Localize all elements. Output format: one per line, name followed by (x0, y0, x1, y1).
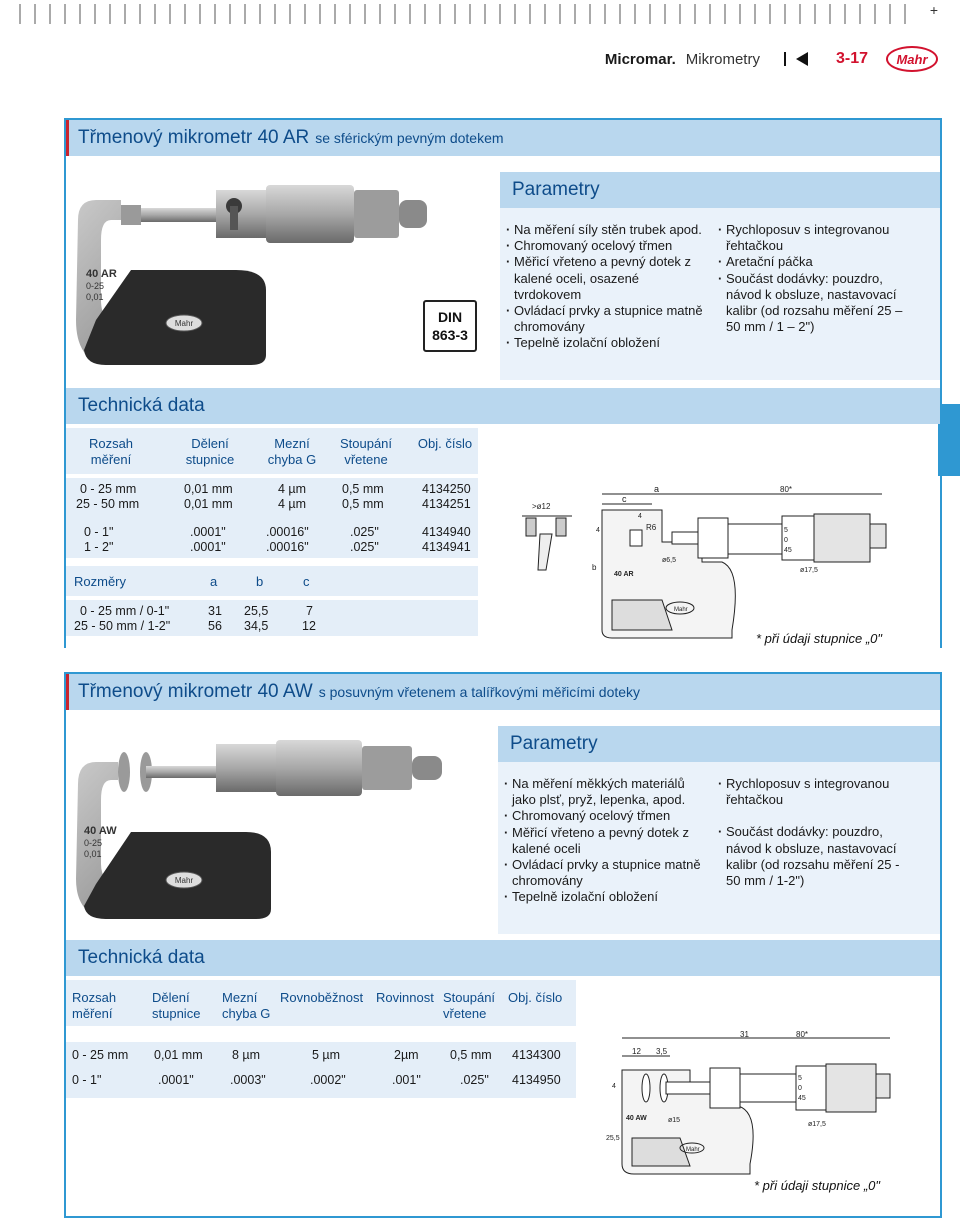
svg-text:Mahr: Mahr (174, 876, 194, 885)
din-badge: DIN 863-3 (423, 300, 477, 352)
svg-text:40 AW: 40 AW (626, 1115, 647, 1122)
dims-col-c: c (303, 574, 310, 589)
svg-text:4: 4 (596, 527, 600, 534)
col-header-range: Rozsah měření (88, 436, 134, 467)
section1-params-heading: Parametry (500, 172, 940, 208)
section1-note: * při údaji stupnice „0" (756, 631, 883, 646)
param-item: · Měřicí vřeteno a pevný dotek z kalené oceli, osazené tvrdokovem (506, 254, 706, 303)
svg-text:40 AR: 40 AR (614, 571, 634, 578)
param-item: · Ovládací prvky a stupnice matně chromovány (504, 857, 704, 889)
dims-col-a: a (210, 574, 218, 589)
category-name: Mikrometry (685, 50, 760, 68)
technical-drawing-40ar (512, 480, 892, 644)
col-header-parallelism: Rovnoběžnost (280, 990, 364, 1005)
section2-tech-heading: Technická data (66, 940, 940, 976)
svg-text:a: a (654, 484, 660, 494)
section1-title-sub: se sférickým pevným dotekem (315, 130, 504, 146)
nav-bar-icon (784, 52, 786, 66)
param-item: · Rychloposuv s integrovanou řehtačkou (718, 776, 914, 808)
svg-text:>ø12: >ø12 (532, 502, 551, 511)
svg-text:0: 0 (784, 537, 788, 544)
section2-note: * při údaji stupnice „0" (754, 1178, 881, 1193)
svg-text:25,5: 25,5 (606, 1135, 620, 1142)
dims-heading: Rozměry (74, 574, 127, 589)
col-header-order: Obj. číslo (508, 990, 563, 1005)
col-header-range: Rozsah měření (72, 990, 117, 1021)
brand-name: Micromar. (604, 50, 676, 68)
svg-text:ø17,5: ø17,5 (808, 1121, 826, 1128)
param-item: · Tepelně izolační obložení (504, 889, 704, 905)
svg-text:12: 12 (632, 1047, 641, 1056)
back-arrow-icon (796, 52, 808, 66)
param-item: · Chromovaný ocelový třmen (506, 238, 706, 254)
section1-params-col2 (718, 222, 914, 335)
page-number: 3-17 (835, 50, 868, 67)
svg-text:Mahr: Mahr (686, 1147, 700, 1153)
svg-text:ø6,5: ø6,5 (662, 557, 677, 564)
param-item: · Na měření měkkých materiálů jako plsť, pryž, lepenka, apod. (504, 776, 704, 808)
col-header-division: Dělení stupnice (152, 990, 201, 1021)
svg-text:5: 5 (798, 1075, 802, 1082)
section2-title-sub: s posuvným vřetenem a talířkovými měřicími doteky (318, 684, 641, 700)
svg-text:5: 5 (784, 527, 788, 534)
svg-text:0: 0 (798, 1085, 802, 1092)
param-item: · Na měření síly stěn trubek apod. (506, 222, 706, 238)
photo-label-range: 0-25 (84, 838, 103, 848)
col-header-error: Mezní chyba G (267, 436, 317, 467)
section1-params-col1 (506, 222, 706, 352)
dims-header-bg (66, 566, 478, 596)
svg-text:4: 4 (638, 513, 642, 520)
photo-label-resolution: 0,01 (84, 849, 102, 859)
param-item: · Tepelně izolační obložení (506, 335, 706, 351)
col-header-flatness: Rovinnost (376, 990, 434, 1005)
photo-logo: Mahr (174, 319, 194, 328)
section2-params-col2 (718, 776, 914, 889)
svg-text:80*: 80* (780, 485, 793, 494)
col-header-error: Mezní chyba G (222, 990, 271, 1021)
photo-label-model: 40 AW (84, 825, 117, 837)
param-item: · Ovládací prvky a stupnice matně chromovány (506, 303, 706, 335)
svg-text:b: b (592, 563, 597, 572)
svg-text:Mahr: Mahr (674, 607, 688, 613)
micrometer-40aw-photo (66, 714, 486, 934)
svg-text:ø17,5: ø17,5 (800, 567, 818, 574)
svg-text:31: 31 (740, 1030, 749, 1039)
section2-params-heading: Parametry (498, 726, 940, 762)
page-header (605, 46, 938, 72)
section1-title (66, 120, 940, 156)
crop-ruler (0, 0, 960, 26)
param-item: · Aretační páčka (718, 254, 914, 270)
col-header-division: Dělení stupnice (185, 436, 235, 467)
svg-text:4: 4 (612, 1083, 616, 1090)
svg-text:R6: R6 (646, 523, 657, 532)
section1-tech-heading: Technická data (66, 388, 940, 424)
section1-title-main: Třmenový mikrometr 40 AR (78, 127, 310, 148)
dims-col-b: b (256, 574, 264, 589)
crop-mark-icon: + (929, 2, 938, 18)
svg-text:45: 45 (784, 547, 792, 554)
section2-title (66, 674, 940, 710)
mahr-logo: Mahr (886, 46, 938, 72)
svg-text:3,5: 3,5 (656, 1047, 668, 1056)
param-item: · Rychloposuv s integrovanou řehtačkou (718, 222, 914, 254)
col-header-order: Obj. číslo (417, 436, 473, 451)
param-item: · Chromovaný ocelový třmen (504, 808, 704, 824)
svg-text:80*: 80* (796, 1030, 809, 1039)
col-header-pitch: Stoupání vřetene (339, 436, 393, 467)
col-header-pitch: Stoupání vřetene (443, 990, 496, 1021)
technical-drawing-40aw (600, 1030, 910, 1180)
param-item: · Součást dodávky: pouzdro, návod k obsluze, nastavovací kalibr (od rozsahu měření 25 - 50 mm / 1-2") (718, 824, 914, 889)
section2-params-col1 (504, 776, 704, 906)
svg-text:c: c (622, 494, 627, 504)
photo-label-resolution: 0,01 (86, 292, 104, 302)
param-item: · Součást dodávky: pouzdro, návod k obsluze, nastavovací kalibr (od rozsahu měření 25 – 50 mm / 1 – 2") (718, 271, 914, 336)
svg-text:ø15: ø15 (668, 1117, 681, 1124)
section2-title-main: Třmenový mikrometr 40 AW (78, 681, 313, 702)
photo-label-model: 40 AR (86, 268, 117, 280)
photo-label-range: 0-25 (86, 281, 105, 291)
param-item: · Měřicí vřeteno a pevný dotek z kalené oceli (504, 825, 704, 857)
svg-text:45: 45 (798, 1095, 806, 1102)
